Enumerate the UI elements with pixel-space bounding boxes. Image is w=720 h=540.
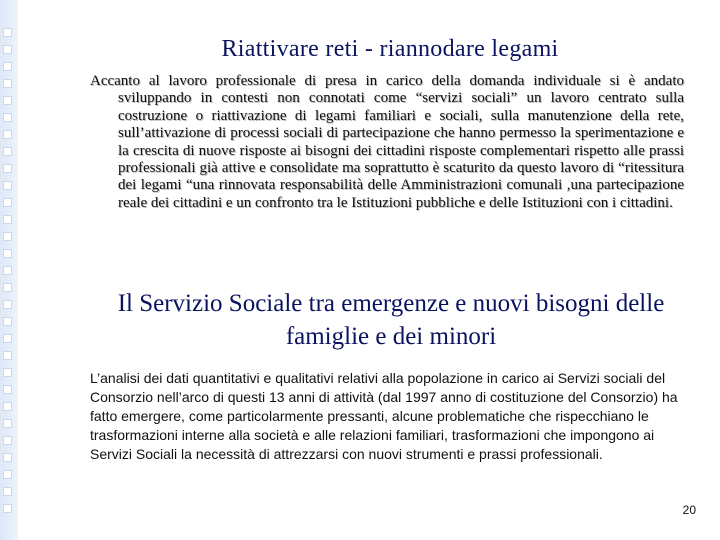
decorative-square bbox=[3, 96, 12, 105]
slide-title: Riattivare reti - riannodare legami bbox=[221, 36, 559, 62]
decorative-square bbox=[3, 300, 12, 309]
decorative-square bbox=[3, 232, 12, 241]
body-paragraph: L’analisi dei dati quantitativi e qualitativi relativi alla popolazione in carico ai Servizi sociali del Consorzio nell’arco di questi 13 anni di attività (dal 1997 anno di costituzione del Consorzio) ha fatto emergere, come particolarmente pressanti, alcune problematiche che rispecchiano le trasformazioni interne alla società e alle relazioni familiari, trasformazioni che impongono ai Servizi Sociali la necessità di attrezzarsi con nuovi strumenti e prassi professionali. bbox=[90, 370, 678, 462]
decorative-square bbox=[3, 504, 12, 513]
decorative-square bbox=[3, 283, 12, 292]
decorative-square bbox=[3, 470, 12, 479]
decorative-square bbox=[3, 487, 12, 496]
decorative-square bbox=[3, 402, 12, 411]
decorative-square bbox=[3, 266, 12, 275]
decorative-square bbox=[3, 317, 12, 326]
decorative-square-column bbox=[3, 28, 15, 521]
decorative-square bbox=[3, 368, 12, 377]
decorative-square bbox=[3, 181, 12, 190]
decorative-square bbox=[3, 28, 12, 37]
decorative-square bbox=[3, 198, 12, 207]
decorative-square bbox=[3, 113, 12, 122]
page-number: 20 bbox=[682, 503, 696, 517]
decorative-square bbox=[3, 130, 12, 139]
decorative-square bbox=[3, 215, 12, 224]
decorative-square bbox=[3, 249, 12, 258]
decorative-square bbox=[3, 436, 12, 445]
decorative-square bbox=[3, 334, 12, 343]
decorative-left-strip bbox=[0, 0, 18, 540]
decorative-square bbox=[3, 79, 12, 88]
section-title: Il Servizio Sociale tra emergenze e nuovi bisogni delle famiglie e dei minori bbox=[117, 290, 665, 350]
decorative-square bbox=[3, 385, 12, 394]
decorative-square bbox=[3, 419, 12, 428]
decorative-square bbox=[3, 164, 12, 173]
decorative-square bbox=[3, 351, 12, 360]
decorative-square bbox=[3, 147, 12, 156]
decorative-square bbox=[3, 453, 12, 462]
decorative-square bbox=[3, 45, 12, 54]
intro-paragraph: Accanto al lavoro professionale di presa in carico della domanda individuale si è andato sviluppando in contesti non connotati come “servizi sociali” un lavoro centrato sulla costruzione o riattivazione di legami familiari e sociali, sulla manutenzione della rete, sull’attivazione di processi sociali di partecipazione che hanno permesso la sperimentazione e la crescita di nuove risposte ai bisogni dei cittadini risposte complementari rispetto alle prassi professionali già attive e consolidate ma soprattutto è scaturito da questo lavoro di “ritessitura dei legami “una rinnovata responsabilità delle Amministrazioni comunali ,una partecipazione reale dei cittadini e un confronto tra le Istituzioni pubbliche e delle Istituzioni con i cittadini. bbox=[90, 73, 684, 211]
decorative-square bbox=[3, 62, 12, 71]
